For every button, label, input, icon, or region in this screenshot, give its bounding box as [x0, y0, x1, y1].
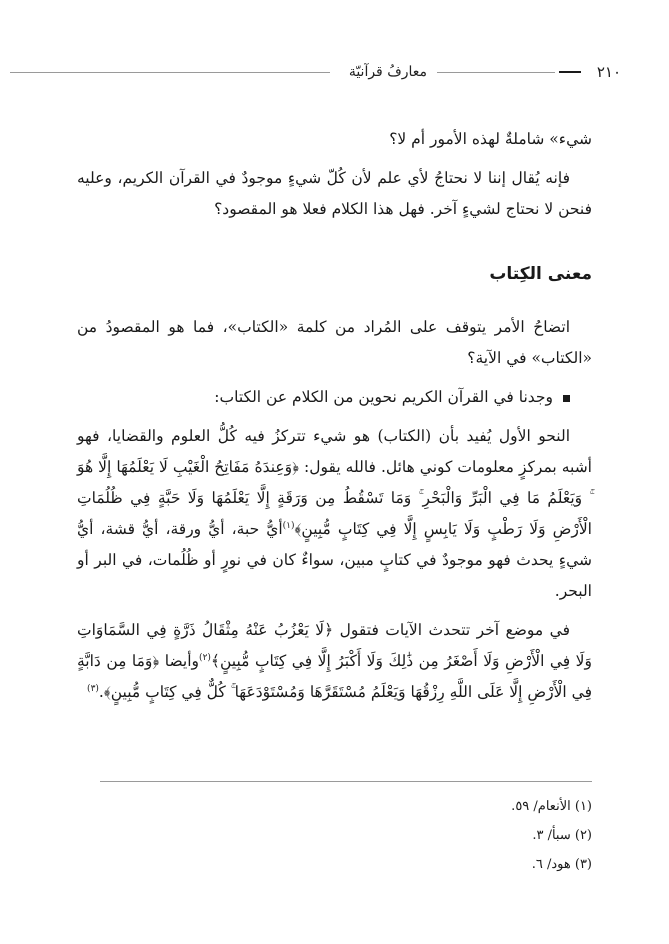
bullet-item [77, 382, 592, 413]
section-heading: معنى الكِتاب [489, 264, 592, 284]
paragraph-continuation: شيء» شاملةٌ لهذه الأمور أم لا؟ [389, 130, 592, 148]
quran-verse-hud: ﴿وَمَا مِن دَابَّةٍ فِي الْأَرْضِ إِلَّا عَلَى اللَّهِ رِزْقُهَا وَيَعْلَمُ مُسْتَقَرَّهَا وَمُسْتَوْدَعَهَا ۚ كُلٌّ فِي كِتَابٍ مُّبِينٍ﴾ [77, 652, 592, 701]
bullet-text: وجدنا في القرآن الكريم نحوين من الكلام عن الكتاب: [214, 388, 553, 406]
paragraph-other-verses-connector: وأيضا [159, 652, 200, 670]
page-body [77, 124, 592, 708]
paragraph-intro: فإنه يُقال إننا لا نحتاجُ لأي علم لأن كُلّ شيءٍ موجودٌ في القرآن الكريم، وعليه فنحن لا نحتاج لشيءٍ آخر. فهل هذا الكلام فعلا هو المقصود؟ [77, 169, 592, 218]
paragraph-clarification: اتضاحُ الأمر يتوقف على المُراد من كلمة «الكتاب»، فما هو المقصودُ من «الكتاب» في الآية؟ [77, 318, 592, 367]
bullet-square-icon [563, 395, 570, 402]
footnote-divider [100, 781, 592, 782]
paragraph-first-kind-text: النحو الأول يُفيد بأن (الكتاب) هو شيء تتركزُ فيه كُلُّ العلوم والقضايا، فهو أشبه بمركزٍ معلومات كوني هائل. فالله يقول: [77, 427, 592, 476]
footnotes [77, 792, 592, 879]
footnote-2: (٢) سبأ/ ٣. [532, 828, 592, 843]
paragraph-first-kind [77, 421, 592, 607]
footnote-1: (١) الأنعام/ ٥٩. [511, 799, 592, 814]
book-title: معارفُ قرآنيّة [348, 64, 427, 80]
paragraph-other-verses-text: في موضع آخر تتحدث الآيات فتقول [333, 621, 570, 639]
page-number: ٢١٠ [596, 63, 621, 81]
footnote-ref-2[interactable]: (٢) [199, 652, 211, 663]
header-rule-right [437, 72, 555, 73]
paragraph-other-verses [77, 615, 592, 708]
paragraph-first-kind-tail: أيُّ حبة، أيُّ ورقة، أيُّ قشة، أيُّ شيءٍ يحدث فهو موجودٌ في كتابٍ مبين، سواءٌ كان في نورٍ أو ظُلُمات، في البر أو البحر. [77, 520, 592, 600]
page-number-dash [559, 71, 581, 73]
footnote-ref-3[interactable]: (٣) [87, 683, 99, 694]
header-rule-left [10, 72, 330, 73]
page-header [0, 60, 669, 84]
paragraph-other-verses-end: . [98, 683, 104, 701]
quran-verse-saba: ﴿لَا يَعْزُبُ عَنْهُ مِثْقَالُ ذَرَّةٍ فِي السَّمَاوَاتِ وَلَا فِي الْأَرْضِ وَلَا أَصْغَرُ مِن ذَٰلِكَ وَلَا أَكْبَرُ إِلَّا فِي كِتَابٍ مُّبِينٍ﴾ [77, 621, 592, 670]
footnote-ref-1[interactable]: (١) [282, 520, 295, 531]
footnote-3: (٣) هود/ ٦. [531, 857, 592, 872]
quran-verse-anam: ﴿وَعِندَهُ مَفَاتِحُ الْغَيْبِ لَا يَعْلَمُهَا إِلَّا هُوَ ۚ وَيَعْلَمُ مَا فِي الْبَرِّ وَالْبَحْرِ ۚ وَمَا تَسْقُطُ مِن وَرَقَةٍ إِلَّا يَعْلَمُهَا وَلَا حَبَّةٍ فِي ظُلُمَاتِ الْأَرْضِ وَلَا رَطْبٍ وَلَا يَابِسٍ إِلَّا فِي كِتَابٍ مُّبِينٍ﴾ [77, 458, 592, 538]
